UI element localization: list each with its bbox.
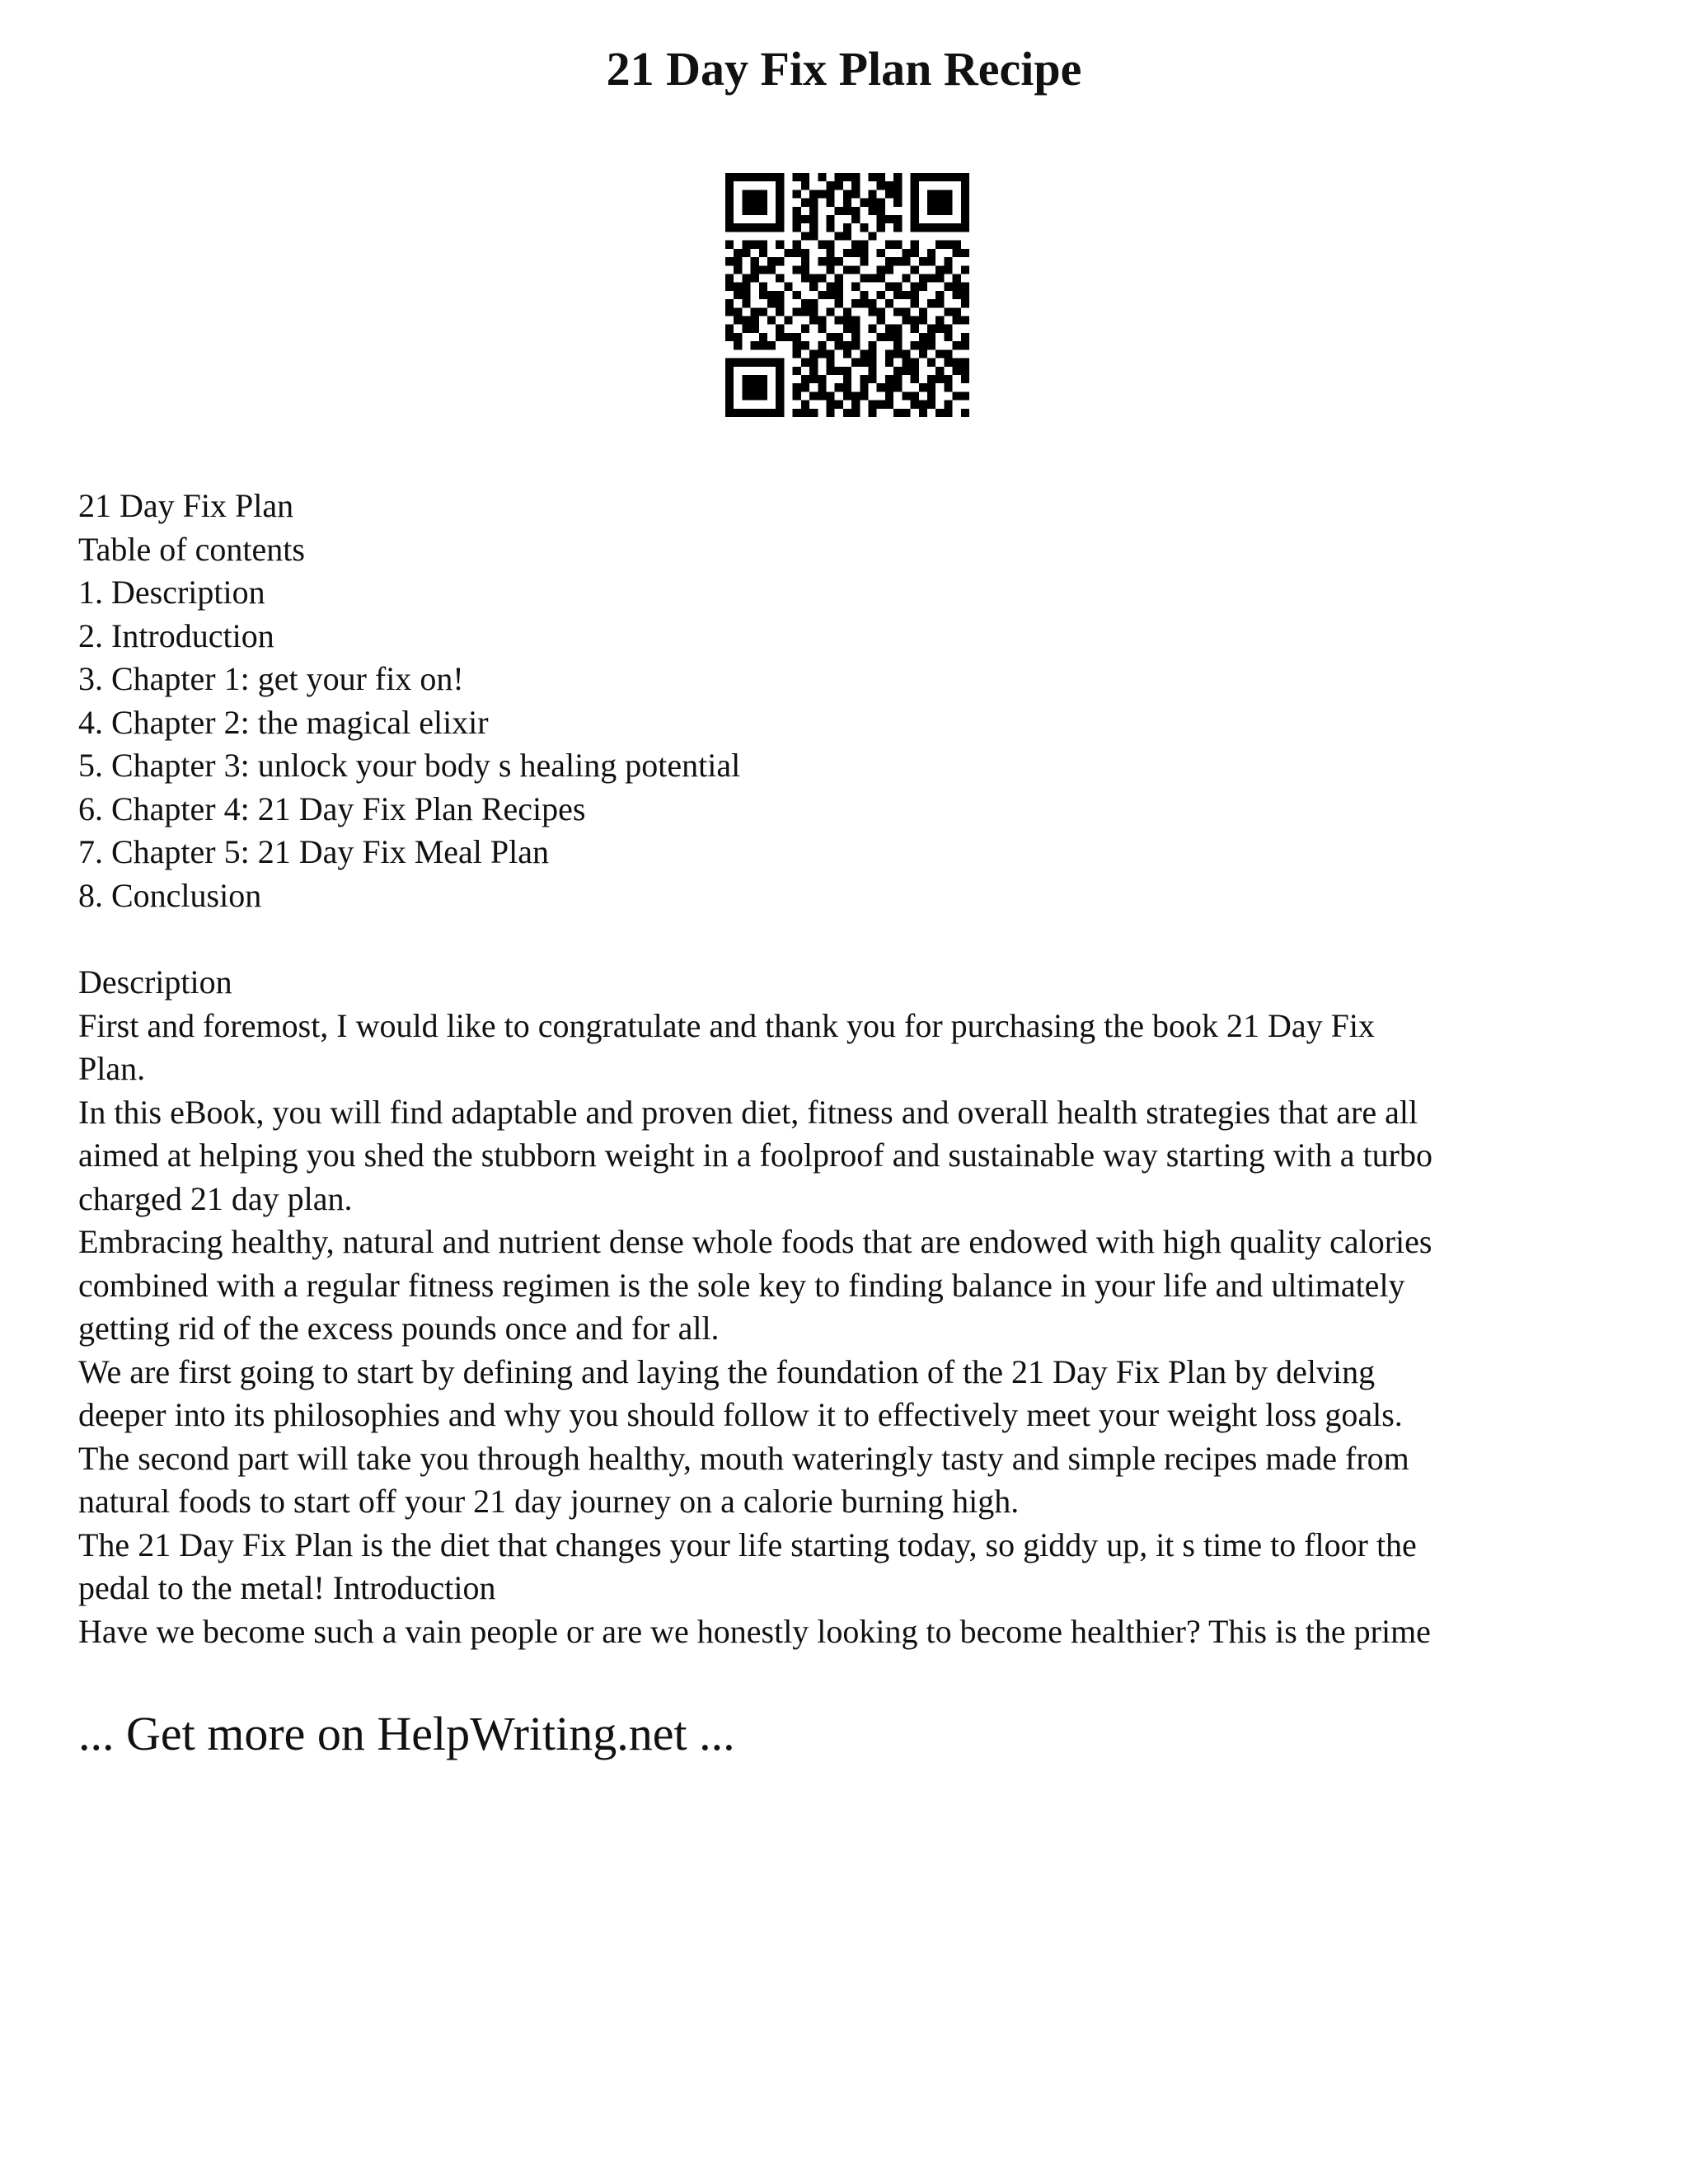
description-line: aimed at helping you shed the stubborn weight in a foolproof and sustainable way starting with a turbo: [78, 1137, 1432, 1174]
toc-item: 4. Chapter 2: the magical elixir: [78, 703, 489, 741]
description-line: Plan.: [78, 1050, 146, 1087]
toc-item: 1. Description: [78, 574, 265, 611]
description-line: natural foods to start off your 21 day journey on a calorie burning high.: [78, 1483, 1020, 1520]
toc-item: 3. Chapter 1: get your fix on!: [78, 660, 464, 697]
description-label: Description: [78, 963, 232, 1001]
toc-item: 7. Chapter 5: 21 Day Fix Meal Plan: [78, 833, 550, 870]
toc-item: 6. Chapter 4: 21 Day Fix Plan Recipes: [78, 790, 586, 827]
description-line: The second part will take you through healthy, mouth wateringly tasty and simple recipes made from: [78, 1439, 1409, 1477]
document-title: 21 Day Fix Plan Recipe: [606, 42, 1082, 96]
description-line: We are first going to start by defining and laying the foundation of the 21 Day Fix Plan by delving: [78, 1352, 1376, 1390]
description-line: getting rid of the excess pounds once and for all.: [78, 1310, 720, 1347]
document-heading: 21 Day Fix Plan: [78, 487, 294, 524]
get-more-link[interactable]: ... Get more on HelpWriting.net ...: [78, 1707, 735, 1760]
description-line: deeper into its philosophies and why you should follow it to effectively meet your weight loss goals.: [78, 1396, 1403, 1433]
description-line: In this eBook, you will find adaptable and proven diet, fitness and overall health strategies that are all: [78, 1093, 1418, 1131]
description-line: pedal to the metal! Introduction: [78, 1569, 496, 1606]
toc-item: 8. Conclusion: [78, 876, 262, 914]
toc-label: Table of contents: [78, 530, 305, 568]
qr-code-icon: [725, 173, 969, 417]
description-line: charged 21 day plan.: [78, 1179, 353, 1217]
description-line: The 21 Day Fix Plan is the diet that changes your life starting today, so giddy up, it s time to floor the: [78, 1526, 1417, 1563]
document-body: [78, 485, 1628, 1653]
description-line: First and foremost, I would like to congratulate and thank you for purchasing the book 21 Day Fix: [78, 1006, 1376, 1044]
description-line: combined with a regular fitness regimen is the sole key to finding balance in your life and ultimately: [78, 1266, 1405, 1304]
description-line: Have we become such a vain people or are we honestly looking to become healthier? This is the prime: [78, 1612, 1431, 1650]
toc-item: 5. Chapter 3: unlock your body s healing potential: [78, 747, 741, 784]
section-spacer: [78, 917, 1628, 961]
toc-item: 2. Introduction: [78, 616, 274, 654]
description-line: Embracing healthy, natural and nutrient dense whole foods that are endowed with high quality calories: [78, 1223, 1432, 1260]
